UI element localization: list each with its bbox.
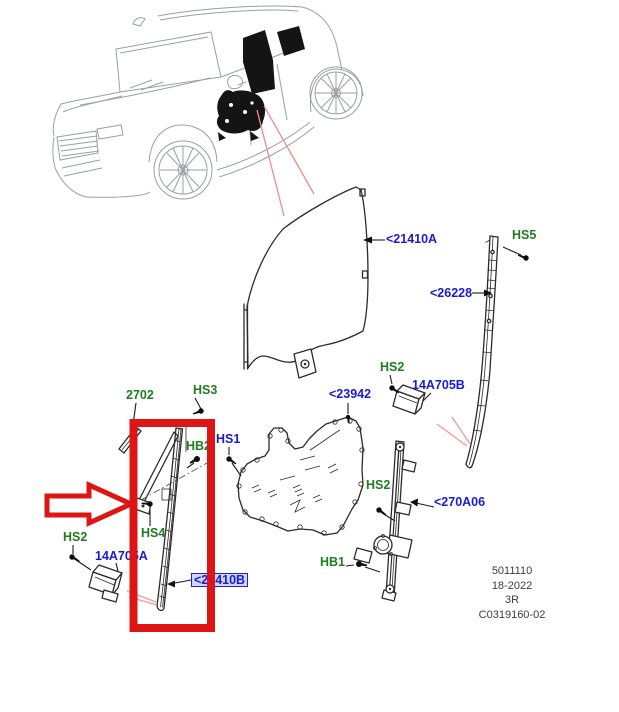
black-arrowhead-icon (167, 581, 175, 588)
vehicle-illustration (53, 6, 363, 199)
callout-270a06[interactable]: <270A06 (434, 495, 486, 509)
callout-hs2-b[interactable]: HS2 (380, 360, 405, 374)
callout-hs4[interactable]: HS4 (141, 526, 166, 540)
callout-hs3[interactable]: HS3 (193, 383, 218, 397)
drawing-number: 5011110 (491, 565, 533, 577)
part-channel-26228 (466, 236, 498, 468)
callout-26228[interactable]: <26228 (430, 286, 473, 300)
callout-hb1[interactable]: HB1 (320, 555, 346, 569)
callout-hb2[interactable]: HB2 (186, 439, 212, 453)
part-bracket-14a705a (89, 565, 122, 602)
bolt-icon (189, 455, 202, 466)
callout-hs2-a[interactable]: HS2 (63, 530, 88, 544)
vehicle-to-glass-leaders (257, 106, 314, 216)
drawing-revision: 3R (504, 594, 520, 606)
callout-14a705b[interactable]: 14A705B (412, 378, 465, 392)
screw-icon (225, 455, 237, 466)
part-door-glass-21410a (244, 187, 368, 378)
drawing-date: 18-2022 (491, 579, 533, 592)
part-division-channel-21410b (135, 422, 192, 610)
callout-21410b-selected[interactable]: <21410B (191, 573, 248, 587)
part-carrier-23942 (237, 417, 364, 535)
callout-hs1[interactable]: HS1 (216, 432, 241, 446)
drawing-info-block (452, 564, 572, 622)
callout-14a705a[interactable]: 14A705A (95, 549, 148, 563)
part-strip-2702 (119, 427, 141, 453)
callout-hs5[interactable]: HS5 (512, 228, 537, 242)
callout-23942[interactable]: <23942 (329, 387, 372, 401)
callout-2702[interactable]: 2702 (126, 388, 154, 402)
callout-hs2-c[interactable]: HS2 (366, 478, 391, 492)
screw-icon (192, 408, 204, 417)
door-window-dark (243, 30, 275, 94)
part-regulator-270a06 (354, 441, 416, 601)
callout-21410a[interactable]: <21410A (386, 232, 438, 246)
drawing-code: C0319160-02 (478, 608, 546, 621)
